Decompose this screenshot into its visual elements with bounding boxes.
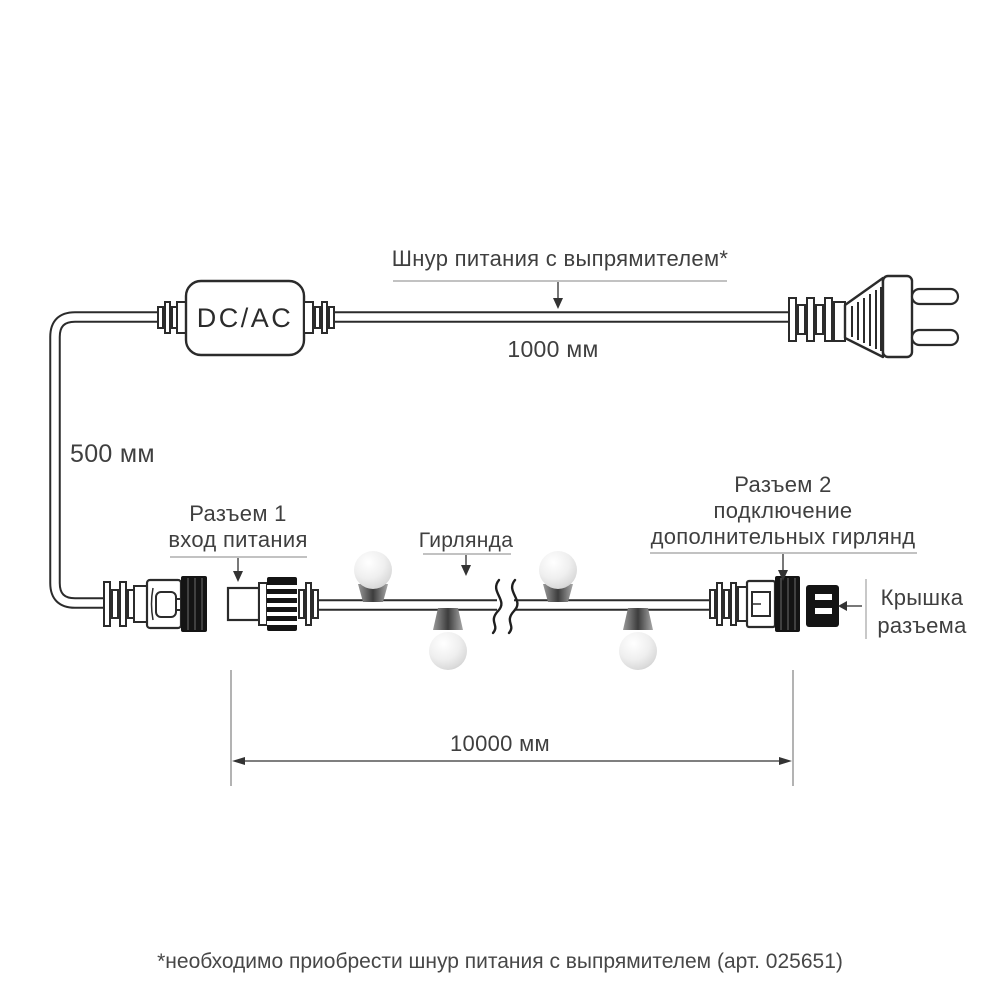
- bulb-down-1: [429, 608, 467, 670]
- bulb-socket: [433, 608, 463, 630]
- plug-prong: [912, 330, 958, 345]
- power-cord-title-label: Шнур питания с выпрямителем*: [391, 246, 729, 271]
- arrow-head-down: [553, 298, 563, 309]
- connector1-label-line1: Разъем 1: [189, 501, 287, 526]
- connector2-label-line1: Разъем 2: [734, 472, 832, 497]
- bulb-down-2: [619, 608, 657, 670]
- adapter-collar: [304, 302, 313, 333]
- strain-relief-bar: [313, 590, 318, 618]
- strain-relief-bar: [731, 583, 736, 625]
- plug-bellows-bar: [798, 305, 805, 334]
- plug-neck: [834, 302, 845, 341]
- bulb-globe: [429, 632, 467, 670]
- connector-plug: [228, 588, 259, 620]
- bulb-globe: [354, 551, 392, 589]
- arrow-head-down: [461, 565, 471, 576]
- plug-bellows-bar: [807, 298, 814, 341]
- connector2-label-line2: подключение: [713, 498, 853, 523]
- nut-groove: [267, 585, 297, 589]
- connector-flange: [259, 583, 267, 625]
- connector1-label: [168, 501, 307, 553]
- plug-face: [883, 276, 912, 357]
- bulb-up-2: [539, 551, 577, 602]
- power-cord-cable: [55, 317, 792, 603]
- nut-groove: [267, 612, 297, 616]
- connector-pin-tab: [176, 599, 181, 610]
- connector-1-cord-end: [104, 576, 207, 632]
- cap-slot: [815, 608, 832, 614]
- connector-pin-outline: [156, 592, 176, 617]
- connector-flange: [134, 586, 147, 622]
- arrow-head-down: [233, 571, 243, 582]
- strain-relief-bar: [104, 582, 110, 626]
- nut-groove: [267, 603, 297, 607]
- nut-groove: [267, 594, 297, 598]
- connector-cap-label-line2: разъема: [877, 613, 967, 638]
- strain-relief-bar: [710, 590, 715, 618]
- garland-length-label: 10000 мм: [450, 731, 550, 756]
- connector1-label-line2: вход питания: [168, 527, 308, 552]
- strain-relief-bar: [306, 583, 311, 625]
- corrugation-bar: [315, 307, 320, 328]
- connector2-label: [651, 472, 916, 550]
- arrow-head-right: [779, 757, 792, 765]
- strain-relief-bar: [299, 590, 304, 618]
- bulb-globe: [539, 551, 577, 589]
- plug-bellows-bar: [789, 298, 796, 341]
- dimension-10000: [231, 670, 793, 786]
- adapter-label: DC/AC: [196, 303, 294, 333]
- connector-cap-label-line1: Крышка: [880, 585, 964, 610]
- connector-2: [710, 576, 800, 632]
- connector-collar: [738, 587, 747, 621]
- power-plug: [789, 276, 958, 357]
- drop-length-label: 500 мм: [70, 440, 155, 468]
- arrow-head-left: [838, 601, 847, 611]
- bulb-globe: [619, 632, 657, 670]
- nut-groove: [267, 621, 297, 625]
- adapter-collar: [177, 302, 186, 333]
- bulb-up-1: [354, 551, 392, 602]
- corrugation-bar: [158, 307, 163, 328]
- connector2-label-line3: дополнительных гирлянд: [650, 524, 916, 549]
- plug-prong: [912, 289, 958, 304]
- arrow-head-left: [232, 757, 245, 765]
- corrugation-bar: [329, 307, 334, 328]
- plug-bellows-bar: [825, 298, 832, 341]
- strain-relief-bar: [717, 583, 722, 625]
- footnote: *необходимо приобрести шнур питания с выпрямителем (арт. 025651): [157, 950, 843, 973]
- connector-cap: [806, 585, 839, 627]
- garland-label: Гирлянда: [418, 529, 514, 552]
- cap-slot: [815, 594, 832, 600]
- strain-relief-bar: [120, 582, 126, 626]
- connector-cap-label: [877, 584, 966, 640]
- strain-relief-bar: [112, 590, 118, 618]
- plug-bellows-bar: [816, 305, 823, 334]
- break-squiggle: [509, 580, 517, 633]
- connector-1-garland-end: [228, 577, 318, 631]
- bulb-socket: [623, 608, 653, 630]
- corrugation-bar: [322, 302, 327, 333]
- power-cord-length-label: 1000 мм: [507, 336, 599, 362]
- cap-body: [806, 585, 839, 627]
- corrugation-bar: [165, 302, 170, 333]
- strain-relief-bar: [724, 590, 729, 618]
- connector-knurled-nut: [181, 576, 207, 632]
